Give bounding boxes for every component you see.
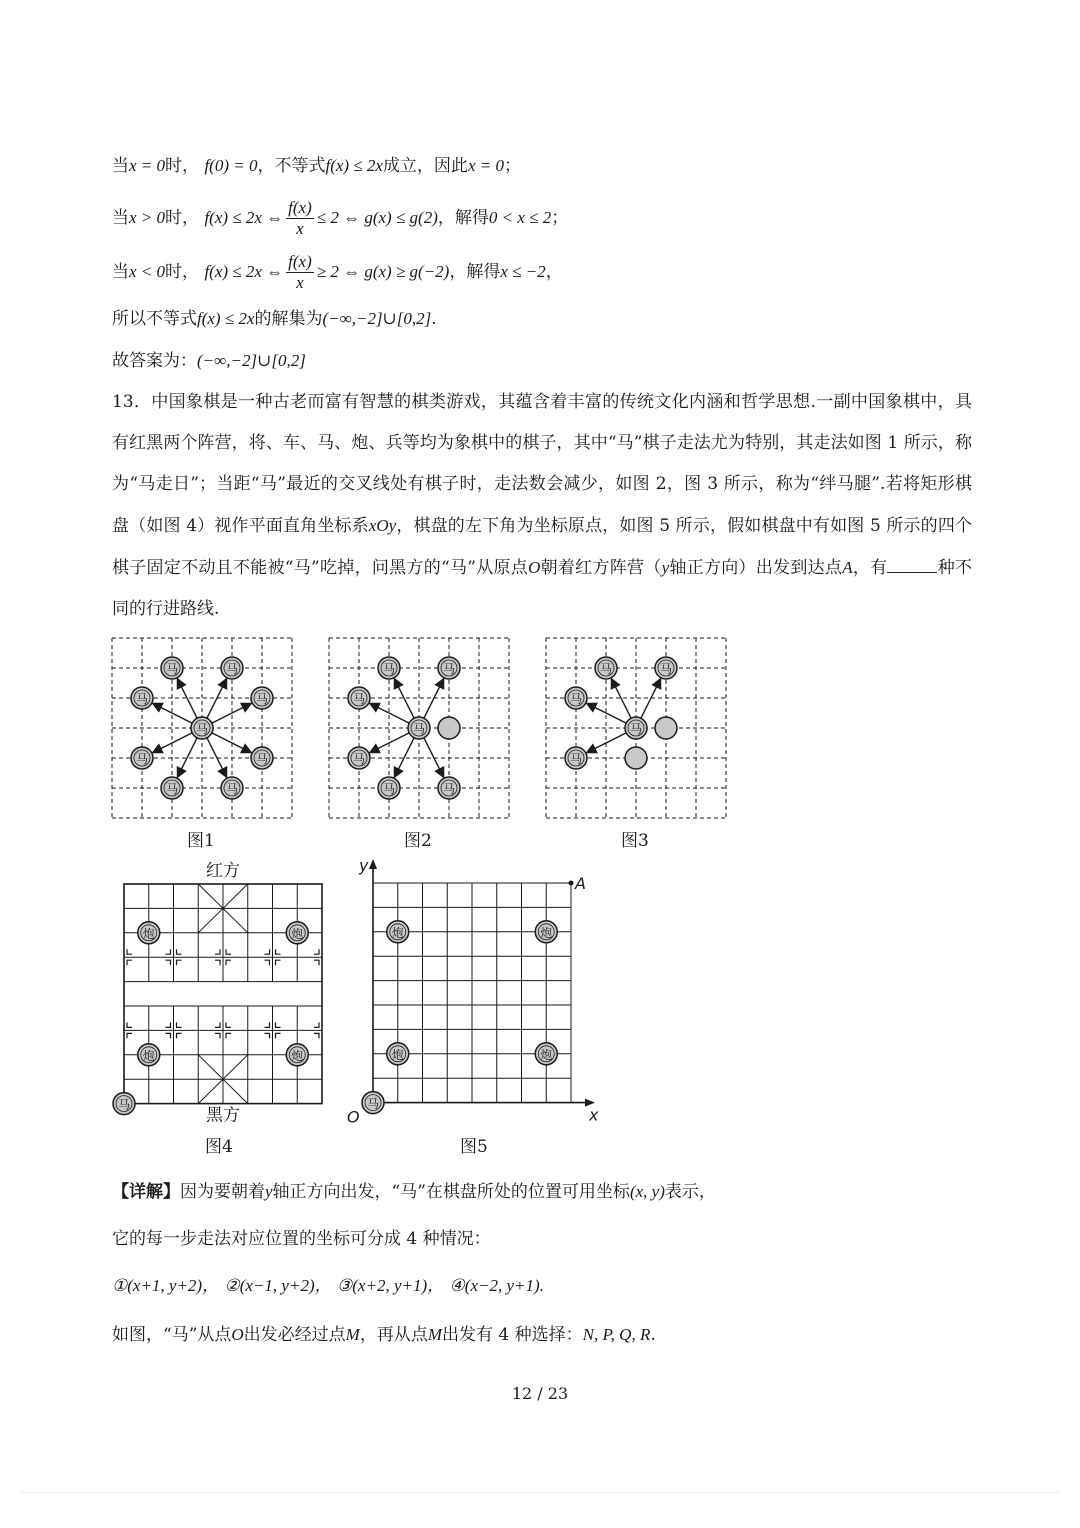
position-marker <box>276 1022 281 1027</box>
piece-label: 马 <box>629 722 643 736</box>
text: 时， <box>165 208 200 228</box>
figure-3-diagram <box>544 636 728 820</box>
math: x = 0 <box>467 156 504 175</box>
solution-line-2 <box>112 196 568 240</box>
position-marker <box>265 960 270 965</box>
piece-label: 马 <box>412 722 426 736</box>
position-marker <box>166 1033 171 1038</box>
text: ； <box>551 208 569 228</box>
move-arrow <box>177 738 197 777</box>
math: x < 0 <box>129 262 166 281</box>
text: 种不同的行进路线. <box>112 558 973 619</box>
move-arrow <box>424 679 444 718</box>
position-marker <box>314 960 319 965</box>
math: x > 0 <box>129 208 166 227</box>
text: 出发有 4 种选择： <box>442 1325 583 1345</box>
position-marker <box>127 1022 132 1027</box>
piece-label: 马 <box>225 662 239 676</box>
explain-line-4 <box>112 1322 656 1348</box>
piece-label: 马 <box>225 782 239 796</box>
position-marker <box>166 949 171 954</box>
explain-tag: 【详解】 <box>112 1182 180 1202</box>
position-marker <box>226 949 231 954</box>
point-a-label: A <box>575 874 586 893</box>
text: 当 <box>112 156 129 176</box>
piece-label: 马 <box>117 1097 131 1112</box>
move-arrow <box>153 703 192 723</box>
text: 朝着红方阵营（ <box>540 558 662 578</box>
explain-line-1 <box>112 1179 716 1205</box>
piece-label: 炮 <box>540 925 553 940</box>
piece-label: 炮 <box>391 925 404 940</box>
text: 轴正方向）出发到达点 <box>669 558 843 578</box>
move-arrow <box>207 738 227 777</box>
piece-circle <box>655 717 677 739</box>
math: (x, y) <box>629 1182 665 1201</box>
position-marker <box>226 960 231 965</box>
text: 因为要朝着 <box>180 1182 265 1202</box>
solution-line-1 <box>112 153 521 179</box>
math: y <box>661 558 670 577</box>
position-marker <box>226 1022 231 1027</box>
text: 表示， <box>664 1182 716 1202</box>
x-axis-label: x <box>589 1105 599 1125</box>
piece-label: 马 <box>255 752 269 766</box>
piece-label: 炮 <box>291 926 304 941</box>
position-marker <box>215 1022 220 1027</box>
text: 当 <box>112 262 129 282</box>
figure-2-caption: 图2 <box>404 831 432 851</box>
move-arrow <box>424 738 444 777</box>
text: . <box>650 1325 656 1345</box>
piece-label: 炮 <box>391 1047 404 1062</box>
move-arrow <box>394 738 414 777</box>
move-arrow <box>212 733 251 753</box>
math: A <box>842 558 853 577</box>
text: . <box>431 309 437 329</box>
math: ≤ 2 ⇔ g(x) ≤ g(2) <box>316 208 438 227</box>
piece-label: 马 <box>442 782 456 796</box>
denominator: x <box>296 273 304 292</box>
denominator: x <box>296 219 304 238</box>
y-axis-arrow <box>369 859 377 869</box>
position-marker <box>265 1022 270 1027</box>
move-arrow <box>641 679 661 718</box>
math: (−∞,−2]∪[0,2] <box>197 351 306 370</box>
text: 时， <box>165 156 200 176</box>
piece-label: 马 <box>135 752 149 766</box>
case-4: ④(x−2, y+1). <box>449 1276 544 1295</box>
position-marker <box>215 960 220 965</box>
position-marker <box>265 1033 270 1038</box>
position-marker <box>127 949 132 954</box>
piece-label: 炮 <box>142 926 155 941</box>
text: 出发必经过点 <box>243 1325 346 1345</box>
text: 故答案为： <box>112 351 197 371</box>
text: 所以不等式 <box>112 309 197 329</box>
position-marker <box>166 1022 171 1027</box>
text: 13．中国象棋是一种古老而富有智慧的棋类游戏，其蕴含着丰富的传统文化内涵和哲学思想.一副中国象棋中，具有红黑两个阵营，将、车、马、炮、兵等均为象棋中的棋子，其中“马”棋子走法尤为特别，其走法如图 1 所示，称为“马走日”；当距“马”最近的交叉线处有棋子时，走法数会减少，如图 2，图 3 所示，称为“绊马腿”.若将矩形棋盘（如图 4）视作平面直角坐标系 <box>112 392 972 536</box>
position-marker <box>314 949 319 954</box>
piece-label: 马 <box>255 692 269 706</box>
piece-label: 马 <box>442 662 456 676</box>
solution-line-4 <box>112 306 437 332</box>
explain-line-2: 它的每一步走法对应位置的坐标可分成 4 种情况： <box>112 1229 491 1249</box>
move-arrow <box>587 703 626 723</box>
question-13 <box>112 382 972 630</box>
text: 如图，“马”从点 <box>112 1325 232 1345</box>
math: f(x) ≤ 2x ⇔ <box>204 208 284 227</box>
math: ≥ 2 ⇔ g(x) ≥ g(−2) <box>316 262 450 281</box>
numerator: f(x) <box>288 252 312 271</box>
position-marker <box>177 1022 182 1027</box>
piece-circle <box>438 717 460 739</box>
footer-rule <box>20 1492 1060 1493</box>
text: ，有 <box>852 558 888 578</box>
solution-line-3 <box>112 250 563 294</box>
text: ，不等式 <box>257 156 326 176</box>
text: 轴正方向出发，“马”在棋盘所处的位置可用坐标 <box>272 1182 630 1202</box>
move-arrow <box>177 679 197 718</box>
math: M <box>345 1325 360 1344</box>
explain-line-3 <box>112 1273 544 1299</box>
text: ，解得 <box>449 262 501 282</box>
numerator: f(x) <box>288 198 312 217</box>
y-axis-label: y <box>359 856 369 875</box>
black-side-label: 黑方 <box>206 1105 240 1126</box>
math: N, P, Q, R <box>582 1325 651 1344</box>
text: ，解得 <box>437 208 489 228</box>
origin-label: O <box>347 1107 360 1127</box>
move-arrow <box>394 679 414 718</box>
math: O <box>231 1325 244 1344</box>
math: xOy <box>368 516 397 535</box>
page-number: 12 / 23 <box>511 1384 569 1403</box>
text: 的解集为 <box>254 309 323 329</box>
figure-4-chessboard <box>106 856 338 1132</box>
math: f(x) ≤ 2x ⇔ <box>204 262 284 281</box>
position-marker <box>177 960 182 965</box>
math: M <box>427 1325 443 1344</box>
piece-circle <box>625 747 647 769</box>
position-marker <box>177 949 182 954</box>
point-a-dot <box>569 881 574 886</box>
piece-label: 马 <box>599 662 613 676</box>
case-3: ③(x+2, y+1)， <box>337 1276 445 1295</box>
piece-label: 马 <box>352 692 366 706</box>
text: 当 <box>112 208 129 228</box>
position-marker <box>276 949 281 954</box>
answer-blank <box>887 554 937 573</box>
figure-1-caption: 图1 <box>187 831 215 851</box>
piece-label: 炮 <box>540 1047 553 1062</box>
move-arrow <box>207 679 227 718</box>
position-marker <box>127 1033 132 1038</box>
math: y <box>265 1182 273 1201</box>
position-marker <box>226 1033 231 1038</box>
text: ，棋盘的左下角为坐标原点，如图 5 所示，假如棋盘中有如图 5 所示的四个棋子固定不动且不能被“马”吃掉，问黑方的“马”从原点 <box>112 516 972 578</box>
case-2: ②(x−1, y+2)， <box>224 1276 332 1295</box>
position-marker <box>276 960 281 965</box>
position-marker <box>215 949 220 954</box>
math: (−∞,−2]∪[0,2] <box>322 309 432 328</box>
piece-label: 马 <box>569 692 583 706</box>
math: f(x) ≤ 2x <box>197 309 255 328</box>
position-marker <box>127 960 132 965</box>
move-arrow <box>370 703 409 723</box>
position-marker <box>265 949 270 954</box>
text: ，再从点 <box>359 1325 428 1345</box>
move-arrow <box>153 733 192 753</box>
piece-label: 马 <box>382 782 396 796</box>
math: O <box>528 558 541 577</box>
figure-2-diagram <box>327 636 511 820</box>
text: ， <box>545 262 563 282</box>
position-marker <box>166 960 171 965</box>
piece-label: 马 <box>165 782 179 796</box>
position-marker <box>215 1033 220 1038</box>
piece-label: 马 <box>659 662 673 676</box>
piece-label: 马 <box>366 1096 380 1111</box>
case-1: ①(x+1, y+2)， <box>112 1276 220 1295</box>
math: f(x) ≤ 2x <box>325 156 383 175</box>
figure-1-diagram <box>110 636 294 820</box>
figure-5-caption: 图5 <box>460 1137 488 1157</box>
figure-4-caption: 图4 <box>205 1137 233 1157</box>
move-arrow <box>212 703 251 723</box>
text: ； <box>503 156 521 176</box>
piece-label: 马 <box>569 752 583 766</box>
piece-label: 马 <box>352 752 366 766</box>
move-arrow <box>370 733 409 753</box>
math: 0 < x ≤ 2 <box>488 208 552 227</box>
piece-label: 炮 <box>142 1048 155 1063</box>
piece-label: 马 <box>165 662 179 676</box>
position-marker <box>314 1022 319 1027</box>
move-arrow <box>611 679 631 718</box>
math: x = 0 <box>129 156 166 175</box>
figure-5-coordinate-board <box>340 850 600 1132</box>
piece-label: 马 <box>135 692 149 706</box>
piece-label: 马 <box>195 722 209 736</box>
math: f(0) = 0 <box>204 156 258 175</box>
math: x ≤ −2 <box>500 262 546 281</box>
figure-3-caption: 图3 <box>621 831 649 851</box>
text: 时， <box>165 262 200 282</box>
piece-label: 马 <box>382 662 396 676</box>
fraction <box>286 198 314 239</box>
position-marker <box>276 1033 281 1038</box>
solution-line-5 <box>112 348 306 374</box>
fraction <box>286 252 314 293</box>
position-marker <box>177 1033 182 1038</box>
position-marker <box>314 1033 319 1038</box>
piece-label: 炮 <box>291 1048 304 1063</box>
text: 成立，因此 <box>382 156 468 176</box>
move-arrow <box>587 733 626 753</box>
red-side-label: 红方 <box>206 861 240 881</box>
